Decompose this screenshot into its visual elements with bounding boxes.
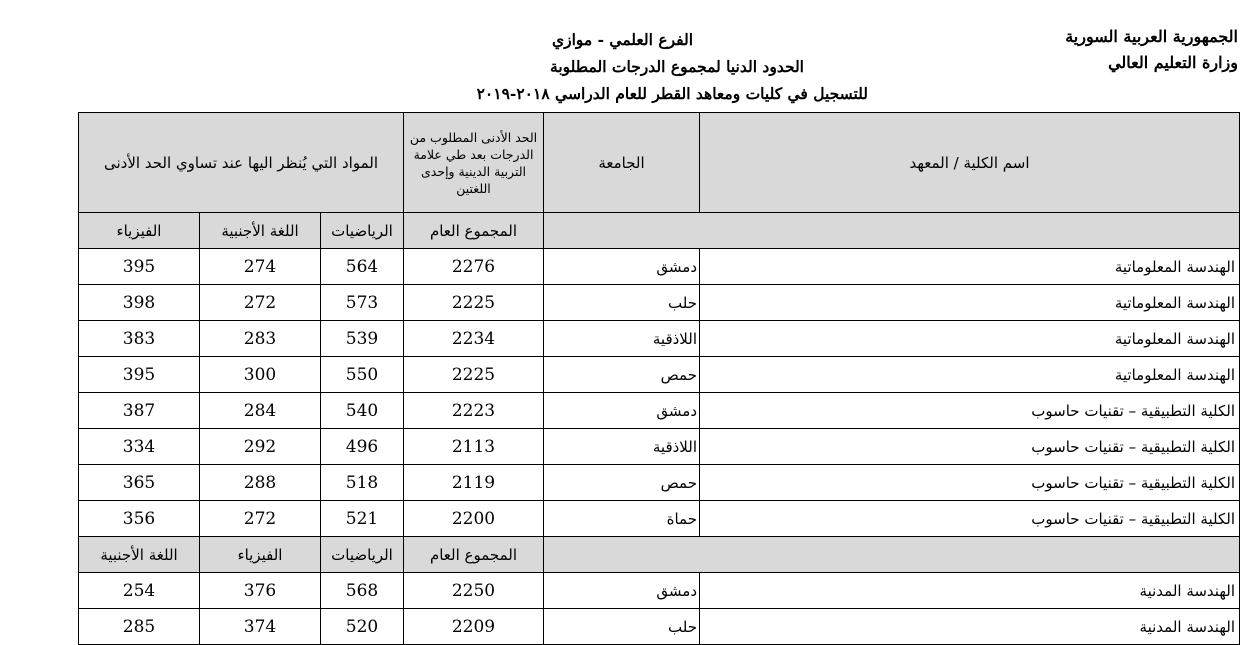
blank-header-cell: [544, 537, 1240, 573]
total-score: 2223: [404, 393, 544, 429]
faculty-name: الكلية التطبيقية – تقنيات حاسوب: [700, 465, 1240, 501]
blank-header-cell: [544, 213, 1240, 249]
table-row: [79, 429, 1240, 465]
faculty-name: الهندسة المعلوماتية: [700, 357, 1240, 393]
ministry-header: [1065, 24, 1238, 76]
subject-1-score: 518: [321, 465, 404, 501]
subject-1-score: 568: [321, 573, 404, 609]
total-score: 2119: [404, 465, 544, 501]
subject-1-score: 496: [321, 429, 404, 465]
subject-3-score: 356: [79, 501, 200, 537]
subject-1-score: 521: [321, 501, 404, 537]
table-row: [79, 573, 1240, 609]
subject-2-score: 292: [200, 429, 321, 465]
minimum-scores-table: [78, 112, 1240, 645]
subject-2-score: 300: [200, 357, 321, 393]
university-name: حماة: [544, 501, 700, 537]
group1-subheader-row: [79, 213, 1240, 249]
republic-title: الجمهورية العربية السورية: [1065, 27, 1238, 46]
subject-2-score: 284: [200, 393, 321, 429]
university-name: حمص: [544, 357, 700, 393]
university-name: دمشق: [544, 393, 700, 429]
faculty-name: الهندسة المعلوماتية: [700, 321, 1240, 357]
table-row: [79, 321, 1240, 357]
ministry-title: وزارة التعليم العالي: [1108, 53, 1238, 72]
subject-2-score: 272: [200, 285, 321, 321]
faculty-name: الكلية التطبيقية – تقنيات حاسوب: [700, 393, 1240, 429]
faculty-name: الكلية التطبيقية – تقنيات حاسوب: [700, 501, 1240, 537]
subjects-considered-header: المواد التي يُنظر اليها عند تساوي الحد الأدنى: [79, 113, 404, 213]
faculty-name: الهندسة المعلوماتية: [700, 249, 1240, 285]
total-score: 2113: [404, 429, 544, 465]
university-name: دمشق: [544, 573, 700, 609]
total-score: 2276: [404, 249, 544, 285]
subject-2-score: 288: [200, 465, 321, 501]
table-row: [79, 249, 1240, 285]
total-score: 2234: [404, 321, 544, 357]
table-row: [79, 357, 1240, 393]
subject-1-score: 573: [321, 285, 404, 321]
table-row: [79, 285, 1240, 321]
university-name: حلب: [544, 609, 700, 645]
subject-1-score: 540: [321, 393, 404, 429]
document-title-block: [477, 26, 868, 107]
subject-2-score: 376: [200, 573, 321, 609]
minimum-note-header: الحد الأدنى المطلوب من الدرجات بعد طي علامة التربية الدينية وإحدى اللغتين: [404, 113, 544, 213]
subject-2-header: الفيزياء: [200, 537, 321, 573]
academic-year-line: للتسجيل في كليات ومعاهد القطر للعام الدراسي ٢٠١٨-٢٠١٩: [476, 84, 868, 103]
subtitle: الحدود الدنيا لمجموع الدرجات المطلوبة: [550, 57, 804, 76]
subject-1-header: الرياضيات: [321, 537, 404, 573]
subject-1-score: 539: [321, 321, 404, 357]
university-header: الجامعة: [544, 113, 700, 213]
subject-1-header: الرياضيات: [321, 213, 404, 249]
faculty-name: الهندسة المدنية: [700, 573, 1240, 609]
table-row: [79, 609, 1240, 645]
branch-title: الفرع العلمي - موازي: [551, 30, 693, 49]
subject-3-score: 395: [79, 249, 200, 285]
university-name: حمص: [544, 465, 700, 501]
subject-2-header: اللغة الأجنبية: [200, 213, 321, 249]
table-row: [79, 465, 1240, 501]
total-header: المجموع العام: [404, 213, 544, 249]
table-row: [79, 393, 1240, 429]
subject-3-header: اللغة الأجنبية: [79, 537, 200, 573]
subject-3-score: 285: [79, 609, 200, 645]
total-header: المجموع العام: [404, 537, 544, 573]
total-score: 2200: [404, 501, 544, 537]
total-score: 2225: [404, 357, 544, 393]
subject-1-score: 564: [321, 249, 404, 285]
group2-subheader-row: [79, 537, 1240, 573]
table-header-row: [79, 113, 1240, 213]
subject-2-score: 283: [200, 321, 321, 357]
total-score: 2209: [404, 609, 544, 645]
subject-1-score: 550: [321, 357, 404, 393]
subject-3-score: 383: [79, 321, 200, 357]
subject-3-score: 387: [79, 393, 200, 429]
faculty-name: الهندسة المدنية: [700, 609, 1240, 645]
subject-2-score: 272: [200, 501, 321, 537]
subject-3-score: 334: [79, 429, 200, 465]
subject-2-score: 274: [200, 249, 321, 285]
subject-3-header: الفيزياء: [79, 213, 200, 249]
faculty-name: الكلية التطبيقية – تقنيات حاسوب: [700, 429, 1240, 465]
subject-3-score: 398: [79, 285, 200, 321]
total-score: 2250: [404, 573, 544, 609]
subject-3-score: 395: [79, 357, 200, 393]
table-row: [79, 501, 1240, 537]
total-score: 2225: [404, 285, 544, 321]
faculty-header: اسم الكلية / المعهد: [700, 113, 1240, 213]
subject-2-score: 374: [200, 609, 321, 645]
university-name: اللاذقية: [544, 429, 700, 465]
university-name: اللاذقية: [544, 321, 700, 357]
subject-1-score: 520: [321, 609, 404, 645]
university-name: حلب: [544, 285, 700, 321]
faculty-name: الهندسة المعلوماتية: [700, 285, 1240, 321]
university-name: دمشق: [544, 249, 700, 285]
subject-3-score: 254: [79, 573, 200, 609]
subject-3-score: 365: [79, 465, 200, 501]
